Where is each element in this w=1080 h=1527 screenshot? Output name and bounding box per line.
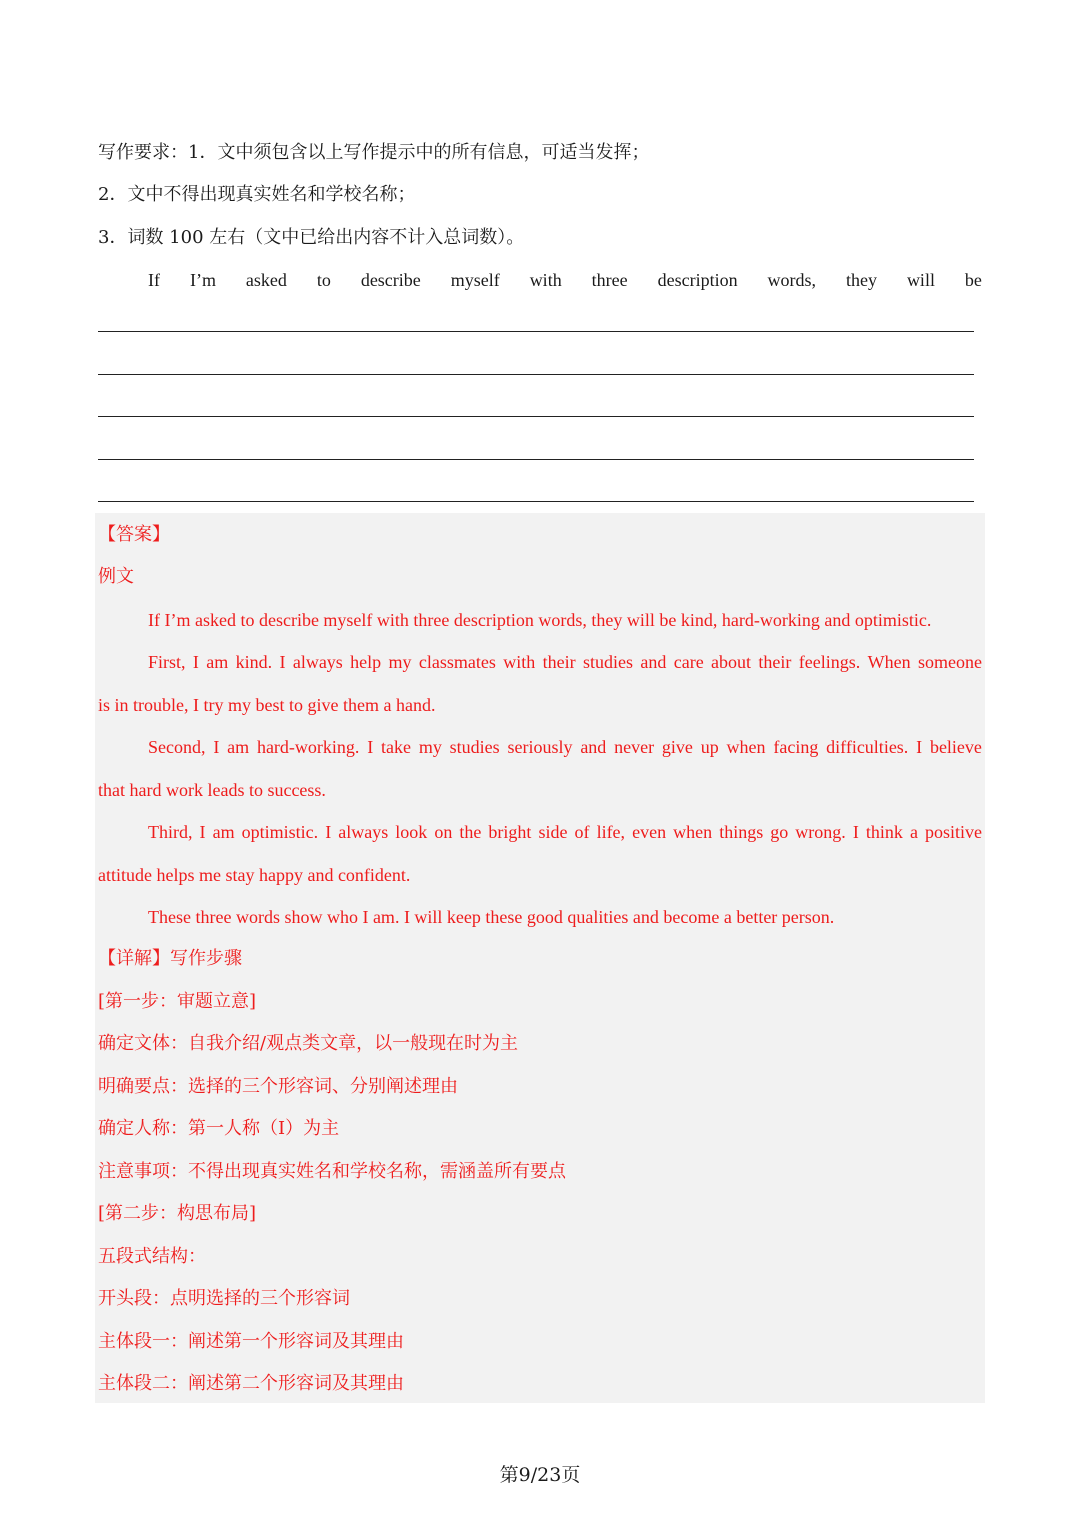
sample-essay-label: 例文 xyxy=(98,566,134,587)
word: when xyxy=(726,737,766,757)
essay-paragraph-4-line-1 xyxy=(148,820,982,844)
essay-paragraph-3-line-1 xyxy=(148,735,982,759)
essay-paragraph-5: These three words show who I am. I will keep these good qualities and become a better person. xyxy=(148,907,835,927)
word: description xyxy=(657,270,738,290)
word: I xyxy=(852,822,859,842)
word: am xyxy=(206,652,229,672)
word: they xyxy=(845,270,877,290)
word: Third, xyxy=(148,822,193,842)
word: bright xyxy=(488,822,532,842)
word: of xyxy=(574,822,590,842)
word: asked xyxy=(245,270,287,290)
word: when xyxy=(673,822,713,842)
detail-heading xyxy=(98,947,242,971)
step-2-heading: [第二步：构思布局] xyxy=(98,1203,257,1224)
word: If xyxy=(148,270,160,290)
word: things xyxy=(719,822,764,842)
writing-line-5 xyxy=(98,501,974,502)
word: be xyxy=(964,270,982,290)
word: I xyxy=(213,737,220,757)
requirement-1: 写作要求：1．文中须包含以上写作提示中的所有信息，可适当发挥； xyxy=(98,142,650,163)
word: feelings. xyxy=(798,652,861,672)
step-1-person: 确定人称：第一人称（I）为主 xyxy=(98,1118,340,1139)
essay-paragraph-2-line-2: is in trouble, I try my best to give them a hand. xyxy=(98,695,436,715)
word: to xyxy=(316,270,331,290)
word: look xyxy=(395,822,428,842)
word: I xyxy=(916,737,923,757)
word: studies xyxy=(449,737,500,757)
word: their xyxy=(758,652,792,672)
word: hard-working. xyxy=(256,737,360,757)
word: always xyxy=(338,822,389,842)
answer-tag: 【答案】 xyxy=(98,524,170,545)
word: and xyxy=(640,652,667,672)
word: on xyxy=(434,822,453,842)
step-1-notes: 注意事项：不得出现真实姓名和学校名称，需涵盖所有要点 xyxy=(98,1161,566,1182)
word: studies xyxy=(582,652,633,672)
step-1-heading: [第一步：审题立意] xyxy=(98,991,257,1012)
detail-tag: 【详解】 xyxy=(98,948,170,969)
word: am xyxy=(227,737,250,757)
word: three xyxy=(591,270,628,290)
word: will xyxy=(906,270,935,290)
word: their xyxy=(542,652,576,672)
step-2-structure: 五段式结构： xyxy=(98,1246,206,1267)
word: always xyxy=(292,652,343,672)
word: First, xyxy=(148,652,186,672)
word: I xyxy=(192,652,199,672)
word: believe xyxy=(929,737,982,757)
step-2-body-1: 主体段一：阐述第一个形容词及其理由 xyxy=(98,1331,404,1352)
writing-line-4 xyxy=(98,459,974,460)
essay-paragraph-1: If I’m asked to describe myself with three description words, they will be kind, hard-working and optimistic. xyxy=(148,610,932,630)
word: I xyxy=(199,822,206,842)
essay-paragraph-4-line-2: attitude helps me stay happy and confident. xyxy=(98,865,411,885)
word: help xyxy=(350,652,382,672)
word: words, xyxy=(767,270,817,290)
writing-line-2 xyxy=(98,374,974,375)
word: my xyxy=(418,737,442,757)
word: take xyxy=(381,737,412,757)
word: think xyxy=(865,822,903,842)
word: go xyxy=(770,822,789,842)
word: with xyxy=(529,270,562,290)
word: describe xyxy=(360,270,421,290)
word: the xyxy=(459,822,482,842)
requirement-3: 3．词数 100 左右（文中已给出内容不计入总词数）。 xyxy=(98,227,525,248)
word: give xyxy=(661,737,693,757)
step-1-genre: 确定文体：自我介绍/观点类文章，以一般现在时为主 xyxy=(98,1033,519,1054)
word: side xyxy=(538,822,568,842)
word: When xyxy=(867,652,911,672)
word: facing xyxy=(773,737,819,757)
requirement-2: 2．文中不得出现真实姓名和学校名称； xyxy=(98,184,416,205)
writing-line-1 xyxy=(98,331,974,332)
word: up xyxy=(700,737,719,757)
word: myself xyxy=(450,270,500,290)
step-2-opening: 开头段：点明选择的三个形容词 xyxy=(98,1288,350,1309)
essay-paragraph-2-line-1 xyxy=(148,650,982,674)
essay-prompt-line xyxy=(148,268,982,292)
word: even xyxy=(632,822,667,842)
word: with xyxy=(503,652,536,672)
word: seriously xyxy=(507,737,573,757)
word: a xyxy=(909,822,918,842)
word: classmates xyxy=(418,652,496,672)
page-number: 第9/23页 xyxy=(499,1464,581,1486)
word: kind. xyxy=(235,652,273,672)
word: I xyxy=(279,652,286,672)
word: I xyxy=(367,737,374,757)
word: optimistic. xyxy=(241,822,319,842)
word: never xyxy=(614,737,655,757)
word: wrong. xyxy=(795,822,846,842)
word: someone xyxy=(917,652,982,672)
word: am xyxy=(212,822,235,842)
detail-title: 写作步骤 xyxy=(170,948,242,969)
word: difficulties. xyxy=(826,737,909,757)
word: positive xyxy=(925,822,982,842)
essay-paragraph-3-line-2: that hard work leads to success. xyxy=(98,780,326,800)
word: care xyxy=(673,652,704,672)
word: life, xyxy=(596,822,626,842)
word: I xyxy=(325,822,332,842)
word: my xyxy=(388,652,412,672)
word: and xyxy=(580,737,607,757)
word: Second, xyxy=(148,737,206,757)
word: about xyxy=(711,652,752,672)
step-2-body-2: 主体段二：阐述第二个形容词及其理由 xyxy=(98,1373,404,1394)
step-1-key-points: 明确要点：选择的三个形容词、分别阐述理由 xyxy=(98,1076,458,1097)
word: I’m xyxy=(189,270,216,290)
writing-line-3 xyxy=(98,416,974,417)
